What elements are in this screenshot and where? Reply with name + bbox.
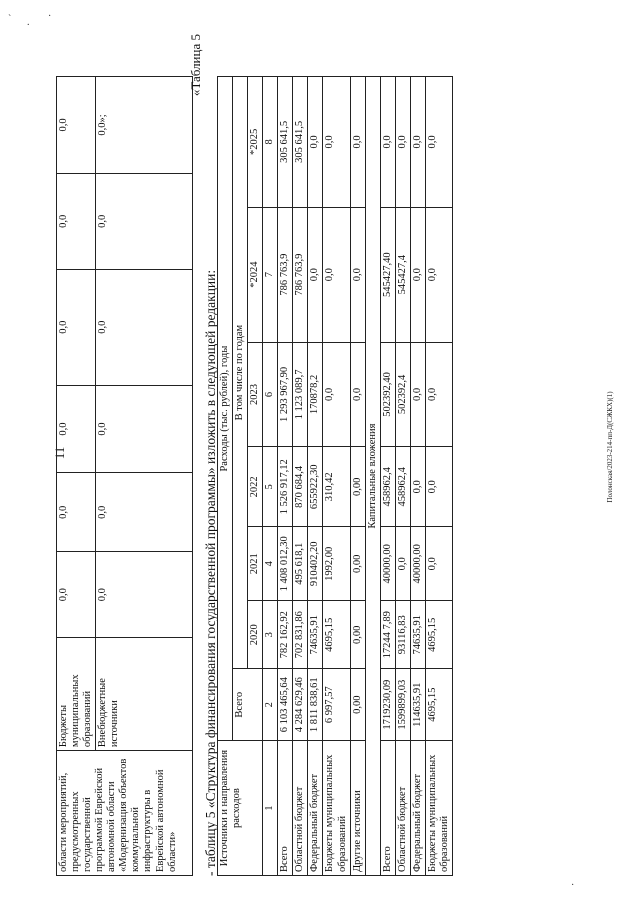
value-cell: 786 763,9 bbox=[293, 207, 308, 342]
header-by-year: В том числе по годам bbox=[233, 77, 248, 669]
value-cell: 0,0 bbox=[323, 207, 350, 342]
document-id: Полонская/2023-214-пп-Д(СЖКХ)(1) bbox=[606, 391, 614, 503]
value-cell: 0,0 bbox=[57, 552, 96, 638]
value-cell: 40000,00 bbox=[410, 527, 425, 601]
row-label: Федеральный бюджет bbox=[308, 741, 323, 876]
year-header: 2023 bbox=[248, 342, 263, 447]
capital-rows bbox=[380, 77, 452, 876]
column-number: 4 bbox=[263, 527, 278, 601]
header-source: Источники и направления расходов bbox=[218, 741, 263, 876]
table-row bbox=[323, 77, 350, 876]
row-label: Областной бюджет bbox=[293, 741, 308, 876]
value-cell: 0,0 bbox=[425, 447, 452, 527]
value-cell: 0,0»; bbox=[96, 77, 193, 174]
column-number: 8 bbox=[263, 77, 278, 208]
value-cell: 1599899,03 bbox=[395, 669, 410, 741]
row-label: Бюджеты муниципальных образований bbox=[425, 741, 452, 876]
value-cell: 0,0 bbox=[57, 473, 96, 552]
value-cell: 0,0 bbox=[425, 527, 452, 601]
year-header: 2021 bbox=[248, 527, 263, 601]
table-number-label: «Таблица 5 bbox=[188, 34, 203, 97]
column-number: 6 bbox=[263, 342, 278, 447]
page-number: 11 bbox=[52, 446, 67, 460]
value-cell: 1 293 967,90 bbox=[278, 342, 293, 447]
column-number: 7 bbox=[263, 207, 278, 342]
value-cell: 1 526 917,12 bbox=[278, 447, 293, 527]
value-cell: 0,0 bbox=[323, 77, 350, 208]
row-label: Другие источники bbox=[350, 741, 365, 876]
value-cell: 4695,15 bbox=[425, 669, 452, 741]
source-cell: Бюджеты муниципальных образований bbox=[57, 638, 96, 751]
value-cell: 0,00 bbox=[350, 669, 365, 741]
scan-speck: . bbox=[27, 17, 30, 28]
value-cell: 0,0 bbox=[395, 77, 410, 208]
section-capital-investments: Капитальные вложения bbox=[365, 77, 380, 876]
column-number: 5 bbox=[263, 447, 278, 527]
value-cell: 4 284 629,46 bbox=[293, 669, 308, 741]
table-row bbox=[380, 77, 395, 876]
value-cell: 0,0 bbox=[350, 207, 365, 342]
table-row bbox=[425, 77, 452, 876]
row-label: Федеральный бюджет bbox=[410, 741, 425, 876]
value-cell: 17244 7,89 bbox=[380, 601, 395, 669]
column-number: 3 bbox=[263, 601, 278, 669]
scan-speck: · bbox=[571, 880, 575, 891]
financing-structure-table bbox=[217, 76, 453, 876]
value-cell: 910402,20 bbox=[308, 527, 323, 601]
value-cell: 1 811 838,61 bbox=[308, 669, 323, 741]
value-cell: 74635,91 bbox=[410, 601, 425, 669]
source-cell: Внебюджетные источники bbox=[96, 638, 193, 751]
value-cell: 0,0 bbox=[96, 473, 193, 552]
value-cell: 0,0 bbox=[57, 385, 96, 473]
value-cell: 0,0 bbox=[410, 77, 425, 208]
value-cell: 0,00 bbox=[350, 601, 365, 669]
value-cell: 702 831,86 bbox=[293, 601, 308, 669]
value-cell: 0,0 bbox=[410, 342, 425, 447]
continued-table bbox=[56, 76, 193, 876]
value-cell: 6 997,57 bbox=[323, 669, 350, 741]
value-cell: 74635,91 bbox=[308, 601, 323, 669]
value-cell: 495 618,1 bbox=[293, 527, 308, 601]
scan-speck: ` bbox=[8, 14, 12, 25]
table-row bbox=[293, 77, 308, 876]
value-cell: 170878,2 bbox=[308, 342, 323, 447]
value-cell: 0,0 bbox=[425, 207, 452, 342]
value-cell: 0,0 bbox=[350, 342, 365, 447]
value-cell: 0,0 bbox=[308, 207, 323, 342]
value-cell: 782 162,92 bbox=[278, 601, 293, 669]
value-cell: 4695,15 bbox=[323, 601, 350, 669]
value-cell: 1 123 089,7 bbox=[293, 342, 308, 447]
value-cell: 0,0 bbox=[410, 207, 425, 342]
table-row bbox=[308, 77, 323, 876]
value-cell: 0,00 bbox=[350, 447, 365, 527]
row-label: Бюджеты муниципальных образований bbox=[323, 741, 350, 876]
value-cell: 545427,4 bbox=[395, 207, 410, 342]
value-cell: 0,0 bbox=[323, 342, 350, 447]
value-cell: 0,0 bbox=[425, 342, 452, 447]
value-cell: 0,0 bbox=[308, 77, 323, 208]
table-row bbox=[57, 77, 96, 876]
column-number: 2 bbox=[263, 669, 278, 741]
value-cell: 93116,83 bbox=[395, 601, 410, 669]
column-number: 1 bbox=[263, 741, 278, 876]
year-header: 2020 bbox=[248, 601, 263, 669]
year-header: 2022 bbox=[248, 447, 263, 527]
value-cell: 502392,40 bbox=[380, 342, 395, 447]
value-cell: 305 641,5 bbox=[278, 77, 293, 208]
value-cell: 0,0 bbox=[57, 173, 96, 269]
value-cell: 1719230,09 bbox=[380, 669, 395, 741]
value-cell: 40000,00 bbox=[380, 527, 395, 601]
value-cell: 6 103 465,64 bbox=[278, 669, 293, 741]
value-cell: 4695,15 bbox=[425, 601, 452, 669]
value-cell: 305 641,5 bbox=[293, 77, 308, 208]
header-expenses: Расходы (тыс. рублей), годы bbox=[218, 77, 233, 741]
row-label: Всего bbox=[380, 741, 395, 876]
value-cell: 502392,4 bbox=[395, 342, 410, 447]
value-cell: 655922,30 bbox=[308, 447, 323, 527]
value-cell: 870 684,4 bbox=[293, 447, 308, 527]
value-cell: 0,0 bbox=[425, 77, 452, 208]
value-cell: 0,0 bbox=[380, 77, 395, 208]
measure-description: области мероприятий, предусмотренных государственной программой Еврейской автономной области «Модернизация объектов коммунальной инфраструктуры в Еврейской автономной области» bbox=[57, 751, 193, 876]
table-row bbox=[410, 77, 425, 876]
amendment-caption: - таблицу 5 «Структура финансирования государственной программы» изложить в следующей редакции: bbox=[203, 269, 218, 876]
value-cell: 310,42 bbox=[323, 447, 350, 527]
value-cell: 0,0 bbox=[57, 269, 96, 385]
value-cell: 0,0 bbox=[410, 447, 425, 527]
value-cell: 786 763,9 bbox=[278, 207, 293, 342]
value-cell: 0,0 bbox=[57, 77, 96, 174]
value-cell: 1992,00 bbox=[323, 527, 350, 601]
year-header: *2024 bbox=[248, 207, 263, 342]
value-cell: 0,0 bbox=[96, 385, 193, 473]
section-row bbox=[365, 77, 380, 876]
value-cell: 545427,40 bbox=[380, 207, 395, 342]
row-label: Областной бюджет bbox=[395, 741, 410, 876]
value-cell: 0,0 bbox=[350, 77, 365, 208]
value-cell: 0,0 bbox=[96, 173, 193, 269]
year-header: *2025 bbox=[248, 77, 263, 208]
value-cell: 458962,4 bbox=[395, 447, 410, 527]
value-cell: 0,00 bbox=[350, 527, 365, 601]
table-row bbox=[395, 77, 410, 876]
main-rows bbox=[278, 77, 365, 876]
scan-speck: · bbox=[48, 11, 52, 22]
value-cell: 458962,4 bbox=[380, 447, 395, 527]
value-cell: 0,0 bbox=[96, 269, 193, 385]
value-cell: 0,0 bbox=[96, 552, 193, 638]
column-number-row bbox=[263, 77, 278, 876]
table-row bbox=[278, 77, 293, 876]
value-cell: 114635,91 bbox=[410, 669, 425, 741]
header-row bbox=[218, 77, 233, 876]
value-cell: 0,0 bbox=[395, 527, 410, 601]
value-cell: 1 408 012,30 bbox=[278, 527, 293, 601]
rotated-page-content bbox=[36, 19, 605, 886]
row-label: Всего bbox=[278, 741, 293, 876]
header-total: Всего bbox=[233, 669, 263, 741]
table-row bbox=[350, 77, 365, 876]
